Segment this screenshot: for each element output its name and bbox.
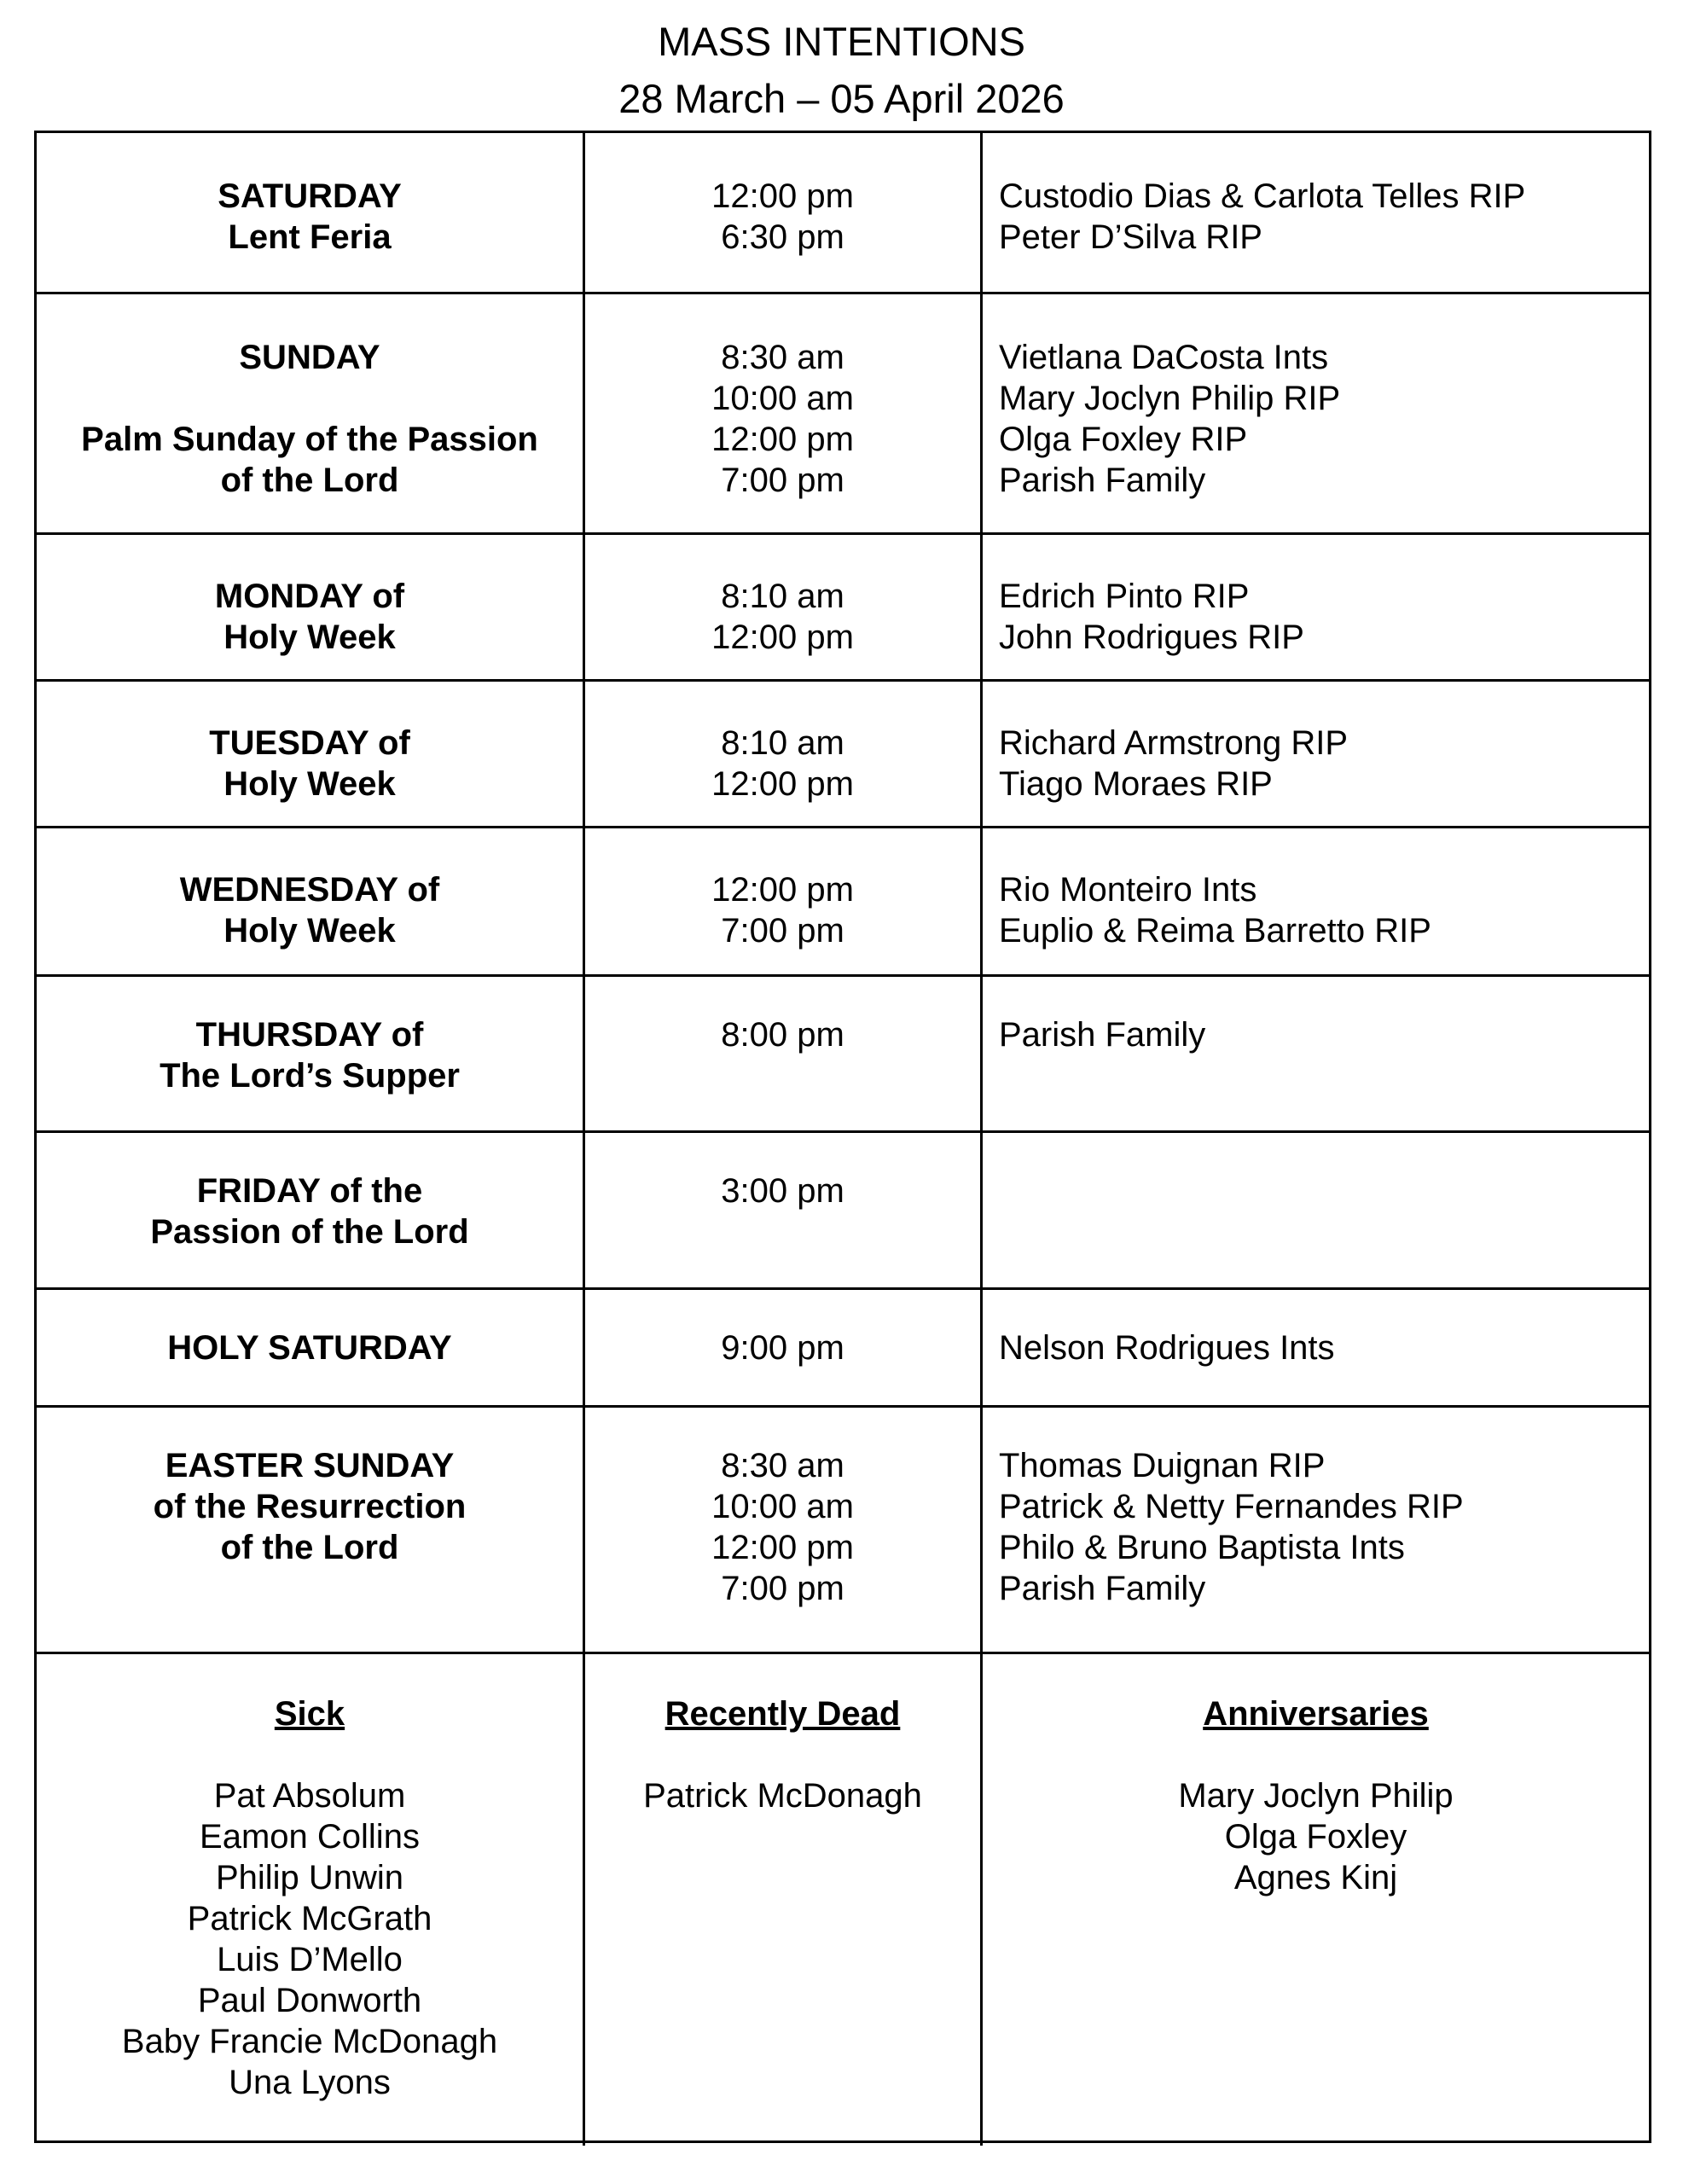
day-label: WEDNESDAY of [179,871,440,909]
mass-time: 12:00 pm [711,619,854,656]
mass-time: 7:00 pm [721,912,844,950]
time-cell [585,294,983,532]
mass-time: 9:00 pm [721,1329,844,1367]
day-cell [37,1133,585,1287]
day-label: Holy Week [223,619,396,656]
mass-time: 12:00 pm [711,177,854,215]
schedule-row [37,294,1649,535]
day-cell [37,1408,585,1652]
intention-cell [983,828,1649,974]
intention-cell [983,682,1649,826]
mass-time: 8:10 am [721,724,844,762]
day-cell [37,828,585,974]
day-label: MONDAY of [214,578,405,615]
mass-time: 10:00 am [711,380,854,417]
intention: Olga Foxley RIP [999,421,1248,458]
time-cell [585,535,983,679]
list-name: Paul Donworth [197,1982,422,2019]
list-name: Patrick McDonagh [643,1777,922,1815]
intention: Tiago Moraes RIP [999,765,1273,803]
day-label: Holy Week [223,765,396,803]
sick-list [37,1654,585,2146]
time-cell [585,133,983,292]
list-name: Patrick McGrath [187,1900,432,1937]
mass-time: 12:00 pm [711,421,854,458]
list-name: Mary Joclyn Philip [1178,1777,1454,1815]
time-cell [585,1290,983,1405]
intention: Philo & Bruno Baptista Ints [999,1529,1405,1566]
schedule-row [37,133,1649,294]
intention: Thomas Duignan RIP [999,1447,1326,1484]
schedule-row [37,828,1649,977]
intention-cell [983,294,1649,532]
mass-time: 8:30 am [721,339,844,376]
date-range: 28 March – 05 April 2026 [618,76,1065,121]
day-label: Lent Feria [228,218,392,256]
day-label: EASTER SUNDAY [165,1447,455,1484]
schedule-row [37,977,1649,1133]
day-label: The Lord’s Supper [160,1057,460,1095]
day-label: Palm Sunday of the Passion [81,421,538,458]
intention: Euplio & Reima Barretto RIP [999,912,1431,950]
schedule-row [37,682,1649,828]
intention-cell [983,977,1649,1130]
intention: John Rodrigues RIP [999,619,1304,656]
time-cell [585,1408,983,1652]
day-cell [37,535,585,679]
list-name: Philip Unwin [215,1859,404,1896]
time-cell [585,1133,983,1287]
day-label: of the Lord [220,1529,399,1566]
intention-cell [983,535,1649,679]
day-cell [37,682,585,826]
day-label: of the Resurrection [153,1488,467,1525]
intention: Parish Family [999,462,1206,499]
day-cell [37,294,585,532]
mass-time: 12:00 pm [711,871,854,909]
anniversaries-list [983,1654,1649,2146]
list-name: Luis D’Mello [217,1941,403,1978]
schedule-row [37,1408,1649,1654]
schedule-row [37,535,1649,682]
day-label: of the Lord [220,462,399,499]
mass-time: 7:00 pm [721,1570,844,1607]
list-name: Olga Foxley [1224,1818,1407,1856]
day-label: THURSDAY of [195,1016,424,1054]
list-name: Una Lyons [229,2064,391,2101]
day-label: Holy Week [223,912,396,950]
schedule-row [37,1290,1649,1408]
intention: Richard Armstrong RIP [999,724,1349,762]
mass-time: 6:30 pm [721,218,844,256]
mass-time: 12:00 pm [711,1529,854,1566]
mass-time: 8:10 am [721,578,844,615]
mass-time: 12:00 pm [711,765,854,803]
list-name: Pat Absolum [213,1777,406,1815]
intention: Edrich Pinto RIP [999,578,1250,615]
intention: Custodio Dias & Carlota Telles RIP [999,177,1526,215]
sick-heading: Sick [274,1695,345,1733]
intention-cell [983,1133,1649,1287]
day-label: SATURDAY [218,177,402,215]
time-cell [585,828,983,974]
intention: Parish Family [999,1570,1206,1607]
mass-time: 8:00 pm [721,1016,844,1054]
day-label: HOLY SATURDAY [167,1329,452,1367]
intention: Peter D’Silva RIP [999,218,1262,256]
intention: Nelson Rodrigues Ints [999,1329,1335,1367]
intention: Mary Joclyn Philip RIP [999,380,1341,417]
intention: Parish Family [999,1016,1206,1054]
list-name: Baby Francie McDonagh [121,2023,498,2060]
intention: Rio Monteiro Ints [999,871,1257,909]
time-cell [585,682,983,826]
mass-time: 7:00 pm [721,462,844,499]
intention-cell [983,1408,1649,1652]
intention: Vietlana DaCosta Ints [999,339,1329,376]
day-cell [37,1290,585,1405]
intention-cell [983,133,1649,292]
intention: Patrick & Netty Fernandes RIP [999,1488,1464,1525]
lists-row [37,1654,1649,2146]
mass-time: 10:00 am [711,1488,854,1525]
day-label [37,378,583,419]
mass-time: 8:30 am [721,1447,844,1484]
anniversaries-heading: Anniversaries [1203,1695,1429,1733]
day-cell [37,977,585,1130]
time-cell [585,977,983,1130]
mass-intentions-table [34,131,1651,2143]
mass-time: 3:00 pm [721,1172,844,1210]
page-title: MASS INTENTIONS [658,19,1025,64]
recently-dead-list [585,1654,983,2146]
recently-dead-heading: Recently Dead [664,1695,901,1733]
day-label: Passion of the Lord [150,1213,469,1251]
day-cell [37,133,585,292]
intention-cell [983,1290,1649,1405]
list-name: Eamon Collins [200,1818,420,1856]
day-label: TUESDAY of [209,724,410,762]
list-name: Agnes Kinj [1233,1859,1398,1896]
day-label: FRIDAY of the [196,1172,423,1210]
schedule-row [37,1133,1649,1290]
day-label: SUNDAY [239,339,380,376]
